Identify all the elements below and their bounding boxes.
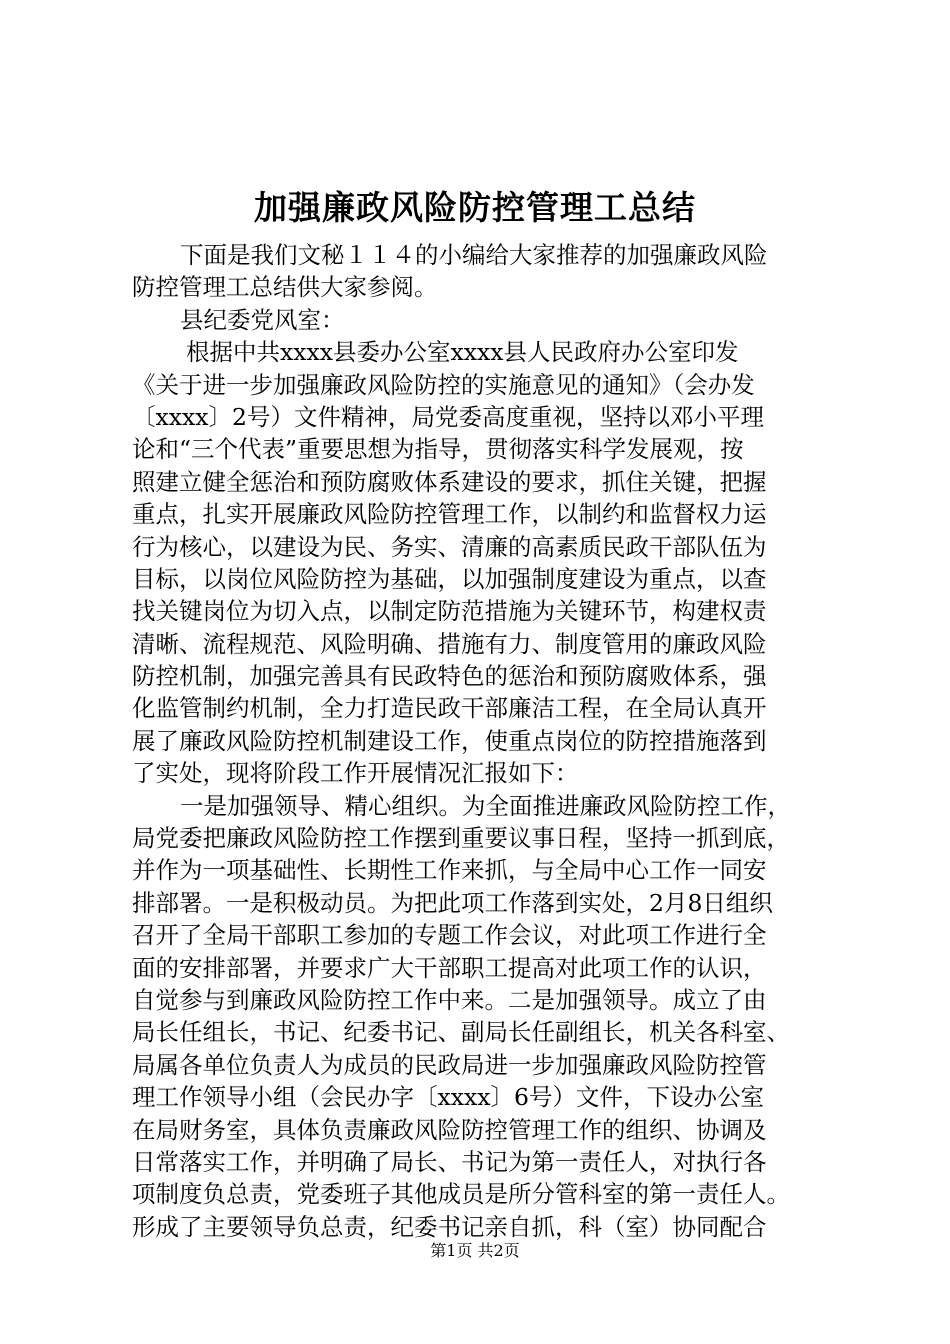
paragraph-line: 了实处，现将阶段工作开展情况汇报如下： [132, 759, 579, 788]
paragraph-line: 局属各单位负责人为成员的民政局进一步加强廉政风险防控管 [132, 1050, 767, 1079]
document-body [132, 239, 832, 1243]
paragraph-line: 目标，以岗位风险防控为基础，以加强制度建设为重点，以查 [132, 564, 767, 593]
paragraph-line: 在局财务室，具体负责廉政风险防控管理工作的组织、协调及 [132, 1115, 767, 1144]
paragraph-line: 并作为一项基础性、长期性工作来抓，与全局中心工作一同安 [132, 856, 767, 885]
paragraph-line: 《关于进一步加强廉政风险防控的实施意见的通知》（会办发 [132, 370, 755, 399]
paragraph-line: 论和“三个代表”重要思想为指导，贯彻落实科学发展观，按 [132, 435, 744, 464]
paragraph-line: 下面是我们文秘１１４的小编给大家推荐的加强廉政风险 [180, 241, 768, 269]
paragraph-line: 找关键岗位为切入点，以制定防范措施为关键环节，构建权责 [132, 597, 767, 626]
paragraph-line: 面的安排部署，并要求广大干部职工提高对此项工作的认识， [132, 953, 767, 982]
paragraph-line: 根据中共xxxx县委办公室xxxx县人民政府办公室印发 [186, 338, 739, 367]
paragraph-line: 防控管理工总结供大家参阅。 [132, 273, 438, 302]
paragraph-line: 项制度负总责，党委班子其他成员是所分管科室的第一责任人。 [132, 1180, 790, 1209]
paragraph-line: 一是加强领导、精心组织。为全面推进廉政风险防控工作， [180, 791, 791, 820]
document-title: 加强廉政风险防控管理工总结 [254, 188, 696, 227]
paragraph-line: 局长任组长，书记、纪委书记、副局长任副组长，机关各科室、 [132, 1018, 790, 1047]
paragraph-line: 理工作领导小组（会民办字〔xxxx〕6号）文件，下设办公室 [132, 1083, 764, 1112]
paragraph-line: 〔xxxx〕2号）文件精神，局党委高度重视，坚持以邓小平理 [132, 402, 764, 431]
paragraph-line: 自觉参与到廉政风险防控工作中来。二是加强领导。成立了由 [132, 985, 767, 1014]
paragraph-line: 形成了主要领导负总责，纪委书记亲自抓，科（室）协同配合 [132, 1212, 767, 1241]
paragraph-line: 展了廉政风险防控机制建设工作，使重点岗位的防控措施落到 [132, 726, 767, 755]
salutation-line: 县纪委党风室： [180, 305, 345, 334]
paragraph-line: 排部署。一是积极动员。为把此项工作落到实处，2月8日组织 [132, 888, 773, 917]
paragraph-line: 召开了全局干部职工参加的专题工作会议，对此项工作进行全 [132, 921, 767, 950]
paragraph-line: 化监管制约机制，全力打造民政干部廉洁工程，在全局认真开 [132, 694, 767, 723]
paragraph-line: 行为核心，以建设为民、务实、清廉的高素质民政干部队伍为 [132, 532, 767, 561]
paragraph-line: 照建立健全惩治和预防腐败体系建设的要求，抓住关键，把握 [132, 467, 767, 496]
paragraph-line: 清晰、流程规范、风险明确、措施有力、制度管用的廉政风险 [132, 629, 767, 658]
paragraph-line: 日常落实工作，并明确了局长、书记为第一责任人，对执行各 [132, 1147, 767, 1176]
paragraph-line: 重点，扎实开展廉政风险防控管理工作，以制约和监督权力运 [132, 500, 767, 529]
page-number-footer: 第1页 共2页 [430, 1241, 520, 1260]
paragraph-line: 防控机制，加强完善具有民政特色的惩治和预防腐败体系，强 [132, 662, 767, 691]
paragraph-line: 局党委把廉政风险防控工作摆到重要议事日程，坚持一抓到底， [132, 824, 790, 853]
